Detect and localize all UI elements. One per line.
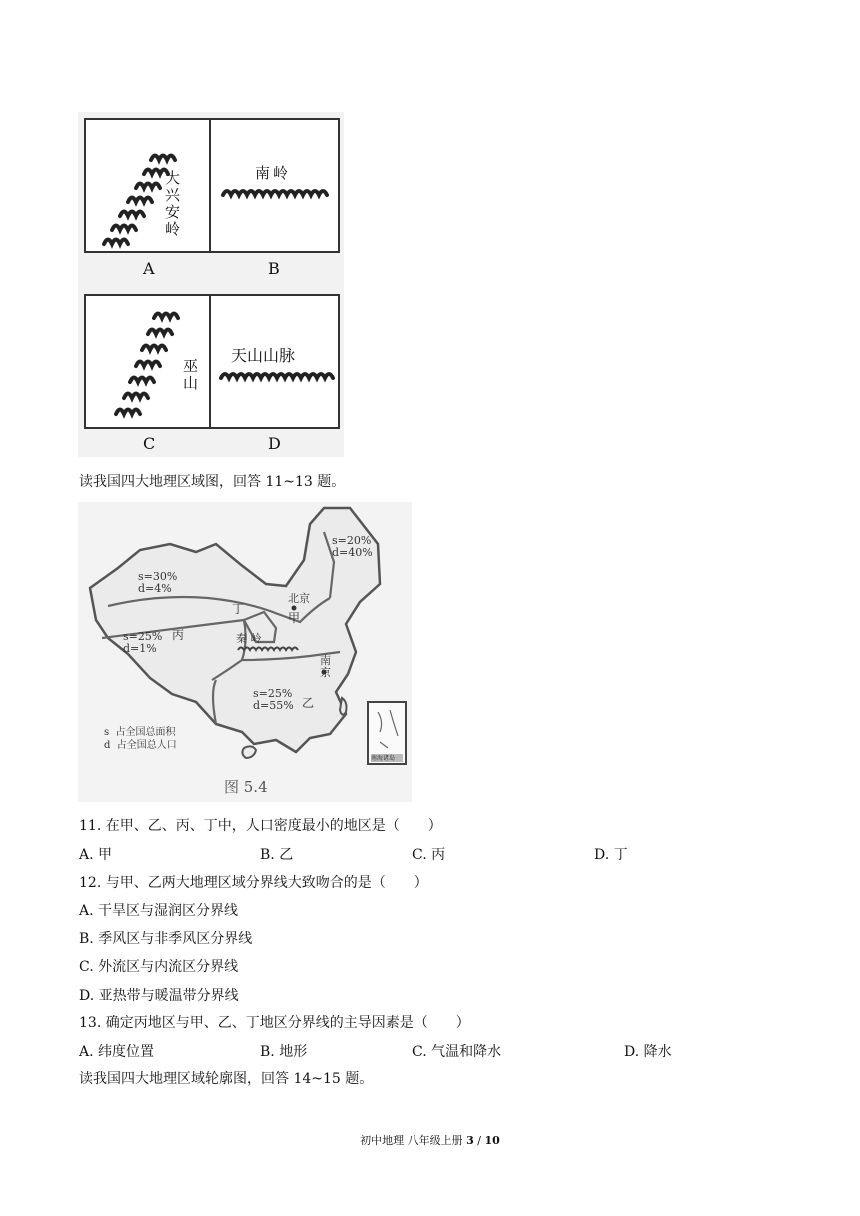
region-jia-name: 甲 (288, 611, 301, 625)
question-12-option-a: A. 干旱区与湿润区分界线 (79, 903, 239, 919)
panel-b-letter: B (268, 259, 280, 278)
panel-d-letter: D (268, 434, 281, 453)
inset-label: 南海诸岛 (371, 755, 396, 762)
legend-s: s 占全国总面积 (104, 727, 176, 738)
panel-d-label: 天山山脉 (231, 346, 296, 365)
region-yi-area: s=25% (253, 687, 293, 700)
question-13-option-d: D. 降水 (624, 1044, 672, 1060)
footer-separator: / (473, 1134, 485, 1147)
question-11-option-d: D. 丁 (594, 847, 628, 863)
region-bing-name: 丙 (172, 628, 185, 642)
footer-page-total: 10 (484, 1134, 500, 1147)
legend-d: d 占全国总人口 (104, 740, 177, 751)
question-13-option-b: B. 地形 (260, 1044, 308, 1060)
mountain-range-d-icon (211, 296, 338, 427)
footer-text: 初中地理 八年级上册 (360, 1134, 467, 1147)
region-ding-pop: d=4% (138, 582, 172, 595)
question-13-option-a: A. 纬度位置 (79, 1044, 155, 1060)
question-13-option-c: C. 气温和降水 (412, 1044, 502, 1060)
intro-11-13: 读我国四大地理区域图，回答 11~13 题。 (79, 474, 346, 490)
question-11-option-c: C. 丙 (412, 847, 446, 863)
panel-c (84, 294, 213, 429)
page-footer (0, 1132, 860, 1148)
map-caption: 图 5.4 (224, 778, 268, 796)
footer-page-number: 3 (466, 1134, 474, 1147)
question-12-option-c: C. 外流区与内流区分界线 (79, 959, 239, 975)
mountain-qinling-label: 秦 岭 (236, 632, 262, 645)
region-jia-area: s=20% (332, 534, 372, 547)
panel-b-label: 南岭 (255, 164, 292, 182)
panel-a (84, 118, 213, 253)
question-12-option-d: D. 亚热带与暖温带分界线 (79, 988, 239, 1004)
mountain-range-b-icon (211, 120, 338, 251)
question-13-stem: 13. 确定丙地区与甲、乙、丁地区分界线的主导因素是（ ） (79, 1015, 470, 1031)
region-jia-pop: d=40% (332, 546, 373, 559)
region-yi-name: 乙 (302, 696, 315, 710)
question-11-option-a: A. 甲 (79, 847, 113, 863)
intro-14-15: 读我国四大地理区域轮廓图，回答 14~15 题。 (79, 1071, 374, 1087)
mountain-range-a-icon (86, 120, 211, 251)
china-region-map (78, 502, 412, 802)
panel-b (209, 118, 340, 253)
question-12-stem: 12. 与甲、乙两大地理区域分界线大致吻合的是（ ） (79, 875, 428, 891)
region-yi-pop: d=55% (253, 699, 294, 712)
panel-d (209, 294, 340, 429)
region-bing-pop: d=1% (123, 642, 157, 655)
region-ding-area: s=30% (138, 570, 178, 583)
city-beijing: 北京 (288, 592, 310, 605)
question-12-option-b: B. 季风区与非季风区分界线 (79, 931, 253, 947)
question-11-option-b: B. 乙 (260, 847, 294, 863)
question-11-stem: 11. 在甲、乙、丙、丁中，人口密度最小的地区是（ ） (79, 818, 442, 834)
panel-a-label: 大兴安岭 (163, 170, 181, 238)
panel-a-letter: A (143, 259, 155, 278)
panel-c-label: 巫山 (181, 358, 199, 392)
region-bing-area: s=25% (123, 630, 163, 643)
region-ding-name: 丁 (232, 602, 245, 616)
panel-c-letter: C (143, 434, 156, 453)
city-nanjing: 南京 (320, 654, 331, 679)
